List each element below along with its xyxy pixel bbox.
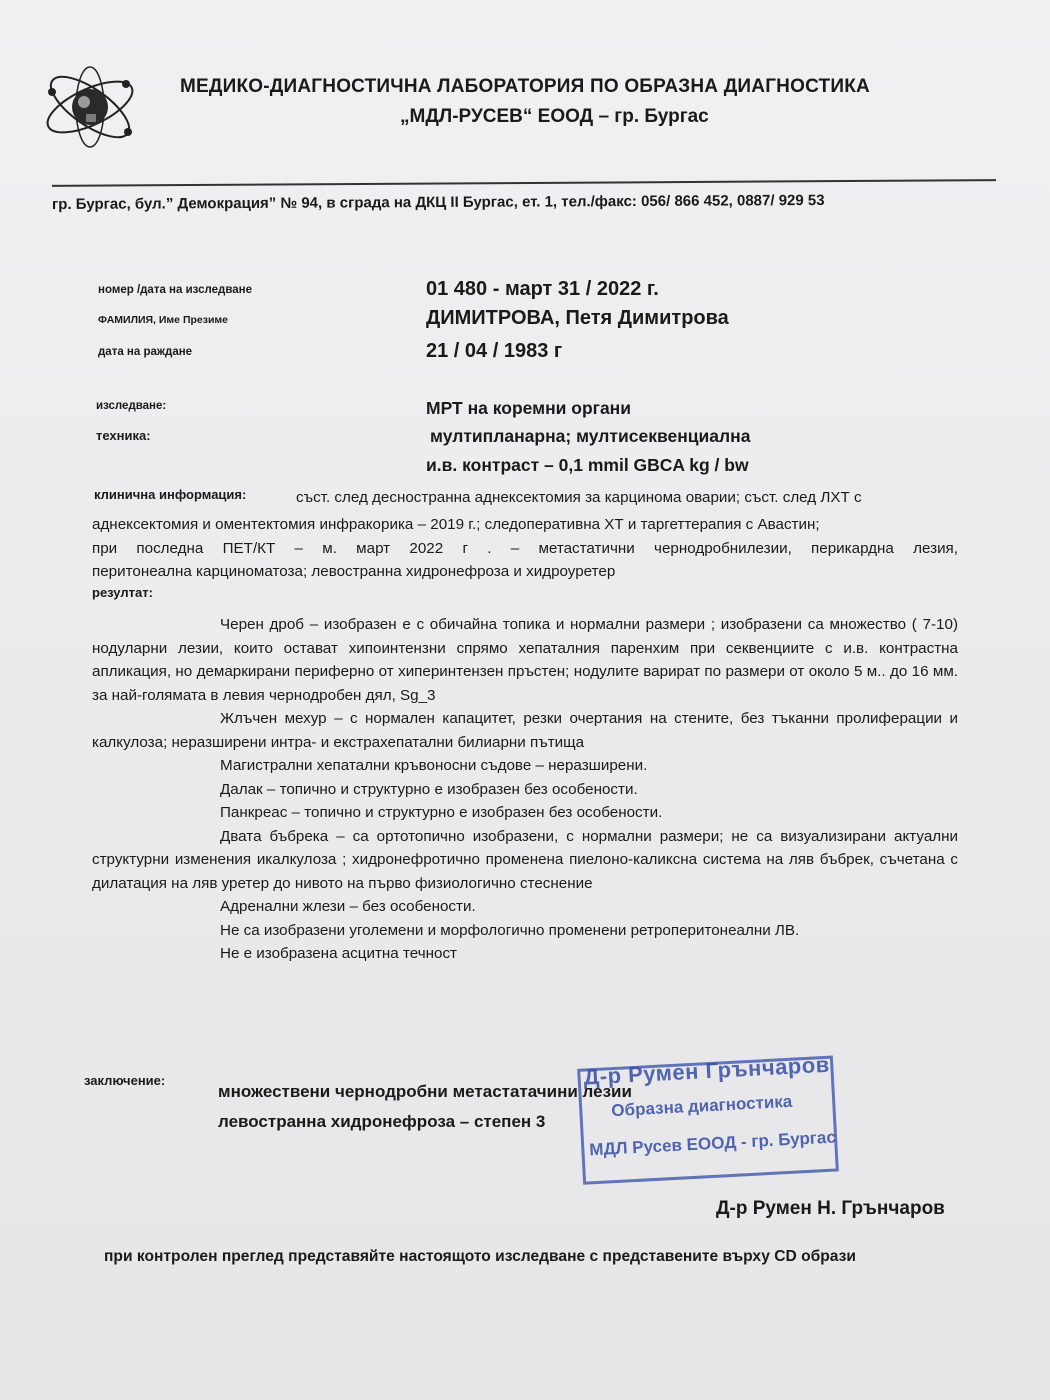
name-label: ФАМИЛИЯ, Име Презиме (98, 314, 229, 326)
number-label: номер /дата на изследване (98, 284, 252, 296)
doctor-signature: Д-р Румен Н. Грънчаров (716, 1198, 945, 1219)
result-body (92, 613, 958, 966)
conclusion-line-2: левостранна хидронефроза – степен 3 (218, 1112, 546, 1131)
stamp-department: Образна диагностика (610, 1091, 793, 1121)
clinical-line-3: при последна ПЕТ/КТ – м. март 2022 г . – метастатични чернодробнилезии, перикардна лезия, (92, 539, 958, 557)
birth-label: дата на раждане (98, 346, 193, 358)
header-divider (52, 179, 996, 187)
result-pancreas: Панкреас – топично и структурно е изобразен без особености. (220, 804, 663, 821)
stamp-doctor: Д-р Румен Грънчаров (582, 1051, 831, 1090)
clinical-line-1: съст. след десностранна аднексектомия за карцинома оварии; съст. след ЛХТ с (296, 489, 862, 506)
lab-company: „МДЛ-РУСЕВ“ ЕООД – гр. Бургас (400, 106, 709, 127)
technique-value-2: и.в. контраст – 0,1 mmil GBCA kg / bw (426, 455, 749, 475)
clinical-info (92, 513, 958, 584)
clinical-line-2: аднексектомия и оментектомия инфракорика – 2019 г.; следоперативна ХТ и таргеттерапия с Авастин; (92, 516, 820, 533)
conclusion-line-1: множествени чернодробни метастатачини лезии (218, 1082, 632, 1101)
stamp-company: МДЛ Русев ЕООД - гр. Бургас (588, 1127, 837, 1160)
result-lymph-nodes: Не са изобразени уголемени и морфологично променени ретроперитонеални ЛВ. (220, 921, 800, 939)
exam-value: МРТ на коремни органи (426, 398, 632, 418)
number-value: 01 480 - март 31 / 2022 г. (426, 278, 659, 300)
result-liver: Черен дроб – изобразен е с обичайна топика и нормални размери ; изобразени са множество ( 7-10) нодуларни лезии, които остават хипоинтензни спрямо хепаталния паренхим при секвенциите с и.в. контрастна апликация, но демаркирани периферно от хиперинтензен пръстен; нодулите варират по размери от около 5 м.. до 16 мм. за най-голямата в левия чернодробен дял, Sg_3 (92, 616, 958, 704)
technique-value-1: мултипланарна; мултисеквенциална (430, 426, 751, 446)
conclusion-label: заключение: (84, 1073, 166, 1088)
result-kidneys: Двата бъбрека – са ортотопично изобразени, с нормални размери; не са визуализирани актуални структурни изменения икалкулоза ; хидронефротично променена пиелоно-каликсна система на ляв бъбрек, съчетана с дилатация на ляв уретер до нивото на първо физиологично стеснение (92, 827, 958, 892)
doctor-stamp (563, 1043, 860, 1198)
clinical-label: клинична информация: (94, 487, 247, 502)
result-spleen: Далак – топично и структурно е изобразен без особености. (220, 780, 638, 798)
clinical-line-4: перитонеална карциноматоза; левостранна хидронефроза и хидроуретер (92, 563, 616, 580)
atom-logo-icon (40, 62, 140, 152)
lab-address: гр. Бургас, бул.” Демокрация” № 94, в сграда на ДКЦ II Бургас, ет. 1, тел./факс: 056/ 866 452, 0887/ 929 53 (51, 191, 825, 214)
result-gallbladder: Жлъчен мехур – с нормален капацитет, резки очертания на стените, без тъканни пролиферации и калкулоза; неразширени интра- и екстрахепатални билиарни пътища (92, 710, 958, 751)
result-label: резултат: (92, 585, 153, 600)
result-vessels: Магистрални хепатални кръвоносни съдове – неразширени. (220, 757, 648, 774)
name-value: ДИМИТРОВА, Петя Димитрова (426, 307, 729, 329)
exam-label: изследване: (96, 400, 167, 412)
result-adrenals: Адренални жлези – без особености. (220, 898, 476, 915)
lab-title: МЕДИКО-ДИАГНОСТИЧНА ЛАБОРАТОРИЯ ПО ОБРАЗНА ДИАГНОСТИКА (180, 76, 870, 97)
birth-value: 21 / 04 / 1983 г (426, 340, 563, 362)
result-ascites: Не е изобразена асцитна течност (220, 945, 457, 962)
footer-note: при контролен преглед представяйте настоящото изследване с представените върху CD образи (104, 1248, 857, 1265)
technique-label: техника: (96, 428, 151, 443)
